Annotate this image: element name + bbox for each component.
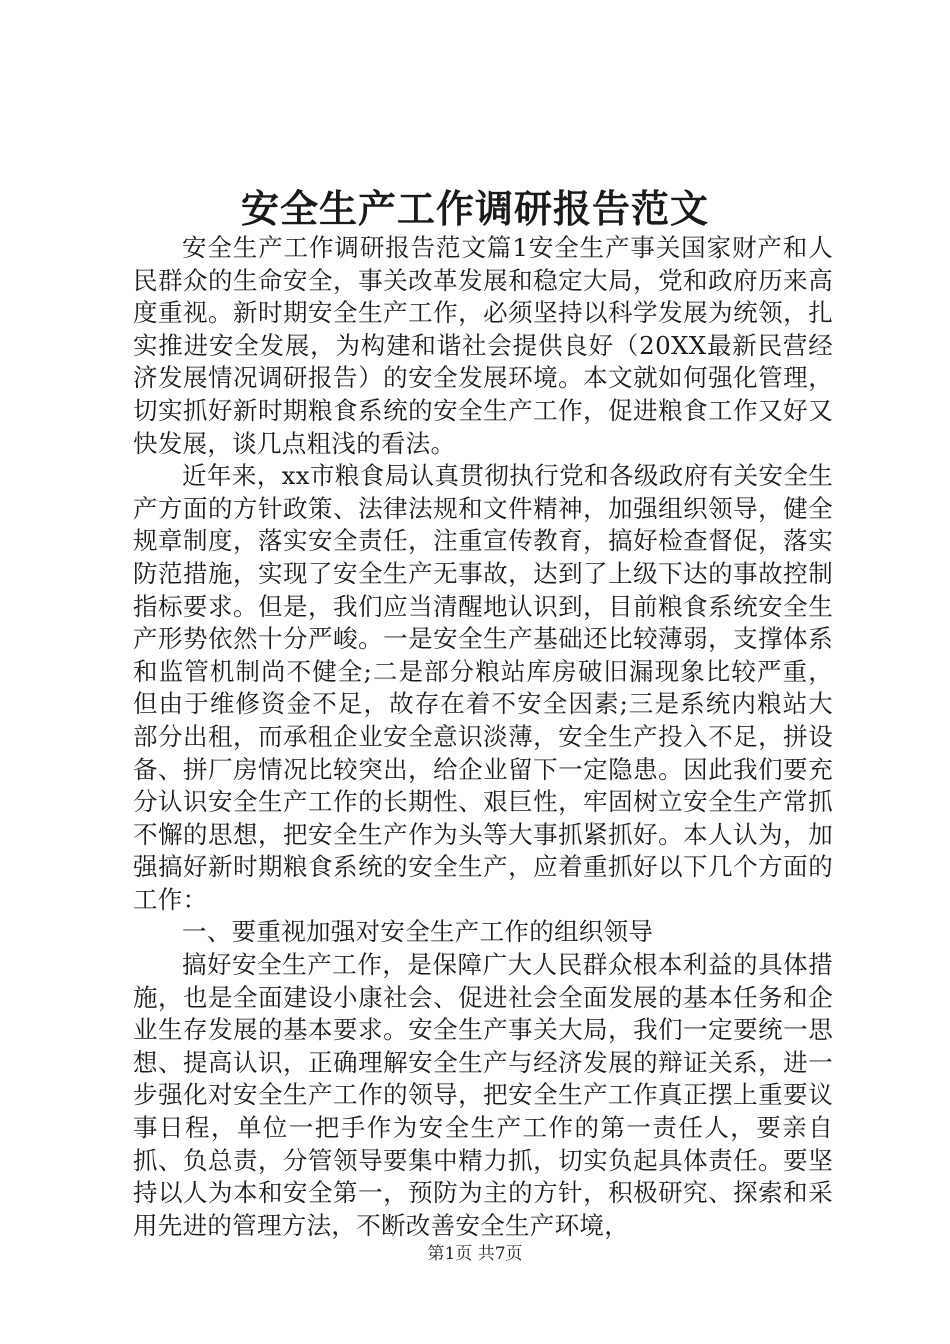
document-body	[133, 232, 833, 1242]
section-heading-1: 一、要重视加强对安全生产工作的组织领导	[182, 917, 654, 947]
paragraph-2: 近年来，xx市粮食局认真贯彻执行党和各级政府有关安全生产方面的方针政策、法律法规和文件精神，加强组织领导，健全规章制度，落实安全责任，注重宣传教育，搞好检查督促，落实防范措施，实现了安全生产无事故，达到了上级下达的事故控制指标要求。但是，我们应当清醒地认识到，目前粮食系统安全生产形势依然十分严峻。一是安全生产基础还比较薄弱，支撑体系和监管机制尚不健全;二是部分粮站库房破旧漏现象比较严重，但由于维修资金不足，故存在着不安全因素;三是系统内粮站大部分出租，而承租企业安全意识淡薄，安全生产投入不足，拼设备、拼厂房情况比较突出，给企业留下一定隐患。因此我们要充分认识安全生产工作的长期性、艰巨性，牢固树立安全生产常抓不懈的思想，把安全生产作为头等大事抓紧抓好。本人认为，加强搞好新时期粮食系统的安全生产，应着重抓好以下几个方面的工作：	[133, 461, 833, 914]
paragraph-1: 安全生产工作调研报告范文篇1安全生产事关国家财产和人民群众的生命安全，事关改革发展和稳定大局，党和政府历来高度重视。新时期安全生产工作，必须坚持以科学发展为统领，扎实推进安全发展，为构建和谐社会提供良好（20XX最新民营经济发展情况调研报告）的安全发展环境。本文就如何强化管理，切实抓好新时期粮食系统的安全生产工作，促进粮食工作又好又快发展，谈几点粗浅的看法。	[133, 233, 833, 458]
document-title: 安全生产工作调研报告范文	[240, 186, 709, 231]
page-footer: 第1页 共7页	[427, 1244, 523, 1264]
paragraph-3: 搞好安全生产工作，是保障广大人民群众根本利益的具体措施，也是全面建设小康社会、促进社会全面发展的基本任务和企业生存发展的基本要求。安全生产事关大局，我们一定要统一思想、提高认识，正确理解安全生产与经济发展的辩证关系，进一步强化对安全生产工作的领导，把安全生产工作真正摆上重要议事日程，单位一把手作为安全生产工作的第一责任人，要亲自抓、负总责，分管领导要集中精力抓，切实负起具体责任。要坚持以人为本和安全第一，预防为主的方针，积极研究、探索和采用先进的管理方法，不断改善安全生产环境，	[133, 950, 833, 1240]
